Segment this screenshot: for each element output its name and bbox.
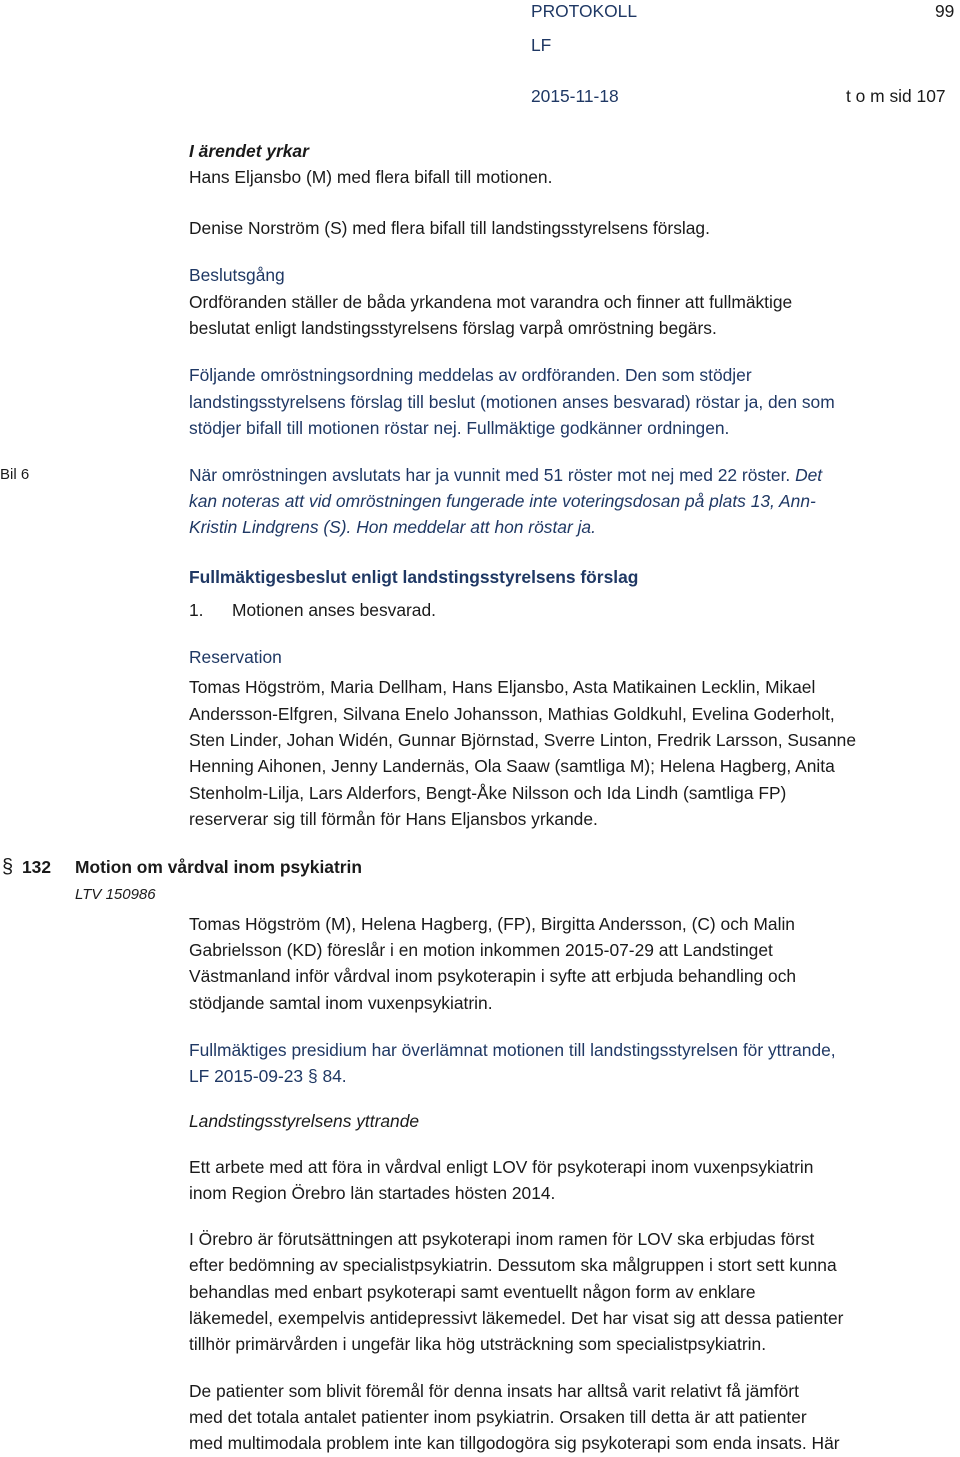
yttrande-p2-line: behandlas med enbart psykoterapi samt eventuellt någon form av enklare [189, 1282, 756, 1302]
beslutsgang-p1-l2: beslutat enligt landstingsstyrelsens förslag varpå omröstning begärs. [189, 318, 717, 338]
yttrande-p3-line: med multimodala problem inte kan tillgodogöra sig psykoterapi som enda insats. Här [189, 1433, 840, 1453]
yrkar-line-2: Denise Norström (S) med flera bifall till landstingsstyrelsens förslag. [189, 218, 710, 238]
beslutsgang-p3-l3: Kristin Lindgrens (S). Hon meddelar att hon röstar ja. [189, 517, 596, 537]
reservation-line: Sten Linder, Johan Widén, Gunnar Björnstad, Sverre Linton, Fredrik Larsson, Susanne [189, 730, 857, 750]
reservation-heading: Reservation [189, 647, 282, 667]
yttrande-p1-line: inom Region Örebro län startades hösten 2014. [189, 1183, 556, 1203]
yttrande-p3-line: med det totala antalet patienter inom psykiatrin. Orsaken till detta är att patienter [189, 1407, 807, 1427]
beslutsgang-p2-l1: Följande omröstningsordning meddelas av ordföranden. Den som stödjer [189, 365, 752, 385]
presidium-line-2 [189, 1063, 347, 1089]
beslut-item-text: Motionen anses besvarad. [232, 600, 436, 620]
motion-line: Västmanland inför vårdval inom psykoterapin i syfte att erbjuda behandling och [189, 966, 797, 986]
section-number: 132 [22, 857, 52, 877]
presidium-paragraph: 84. [322, 1066, 347, 1086]
page-range: t o m sid 107 [846, 86, 946, 106]
meeting-date: 2015-11-18 [531, 86, 619, 106]
beslut-item-number: 1. [189, 600, 204, 620]
motion-line: Gabrielsson (KD) föreslår i en motion inkommen 2015-07-29 att Landstinget [189, 940, 773, 960]
beslutsgang-p3-l1 [189, 462, 822, 488]
reservation-line: Andersson-Elfgren, Silvana Enelo Johansson, Mathias Goldkuhl, Evelina Goderholt, [189, 704, 835, 724]
beslutsgang-heading: Beslutsgång [189, 265, 285, 285]
section-reference: LTV 150986 [75, 886, 156, 903]
yttrande-p2-line: I Örebro är förutsättningen att psykoterapi inom ramen för LOV ska erbjudas först [189, 1229, 815, 1249]
page-number: 99 [935, 1, 955, 21]
yrkar-line-1: Hans Eljansbo (M) med flera bifall till motionen. [189, 167, 553, 187]
yttrande-p2-line: läkemedel, exempelvis antidepressivt läkemedel. Det har visat sig att dessa patienter [189, 1308, 844, 1328]
beslutsgang-p2-l2: landstingsstyrelsens förslag till beslut (motionen anses besvarad) röstar ja, den som [189, 392, 835, 412]
side-note-bil: Bil 6 [0, 466, 30, 483]
beslut-heading: Fullmäktigesbeslut enligt landstingsstyrelsens förslag [189, 567, 639, 587]
beslutsgang-p2-l3: stödjer bifall till motionen röstar nej. Fullmäktige godkänner ordningen. [189, 418, 730, 438]
beslutsgang-p3-l2: kan noteras att vid omröstningen fungerade inte voteringsdosan på plats 13, Ann- [189, 491, 816, 511]
section-symbol: § [2, 856, 14, 878]
presidium-ref: LF 2015-09-23 [189, 1066, 304, 1086]
section-title: Motion om vårdval inom psykiatrin [75, 857, 362, 877]
presidium-line-1: Fullmäktiges presidium har överlämnat motionen till landstingsstyrelsen för yttrande, [189, 1040, 836, 1060]
paragraph-symbol: § [307, 1066, 318, 1086]
reservation-line: Stenholm-Lilja, Lars Alderfors, Bengt-Åke Nilsson och Ida Lindh (samtliga FP) [189, 783, 787, 803]
motion-line: Tomas Högström (M), Helena Hagberg, (FP), Birgitta Andersson, (C) och Malin [189, 914, 795, 934]
vote-result-text: När omröstningen avslutats har ja vunnit med 51 röster mot nej med 22 röster. [189, 465, 791, 485]
beslutsgang-p1-l1: Ordföranden ställer de båda yrkandena mot varandra och finner att fullmäktige [189, 292, 793, 312]
yrkar-heading: I ärendet yrkar [189, 141, 309, 161]
yttrande-p3-line: De patienter som blivit föremål för denna insats har alltså varit relativt få jämfört [189, 1381, 799, 1401]
reservation-line: reserverar sig till förmån för Hans Eljansbos yrkande. [189, 809, 598, 829]
reservation-line: Henning Aihonen, Jenny Landernäs, Ola Saaw (samtliga M); Helena Hagberg, Anita [189, 756, 835, 776]
yttrande-p2-line: tillhör primärvården i ungefär lika hög utsträckning som specialistpsykiatrin. [189, 1334, 767, 1354]
yttrande-heading: Landstingsstyrelsens yttrande [189, 1111, 420, 1131]
org-code: LF [531, 35, 552, 55]
motion-line: stödjande samtal inom vuxenpsykiatrin. [189, 993, 493, 1013]
reservation-line: Tomas Högström, Maria Dellham, Hans Eljansbo, Asta Matikainen Lecklin, Mikael [189, 677, 816, 697]
yttrande-p2-line: efter bedömning av specialistpsykiatrin. Dessutom ska målgruppen i stort sett kunna [189, 1255, 837, 1275]
yttrande-p1-line: Ett arbete med att föra in vårdval enligt LOV för psykoterapi inom vuxenpsykiatrin [189, 1157, 814, 1177]
doc-type: PROTOKOLL [531, 1, 637, 21]
vote-note-start: Det [795, 465, 823, 485]
